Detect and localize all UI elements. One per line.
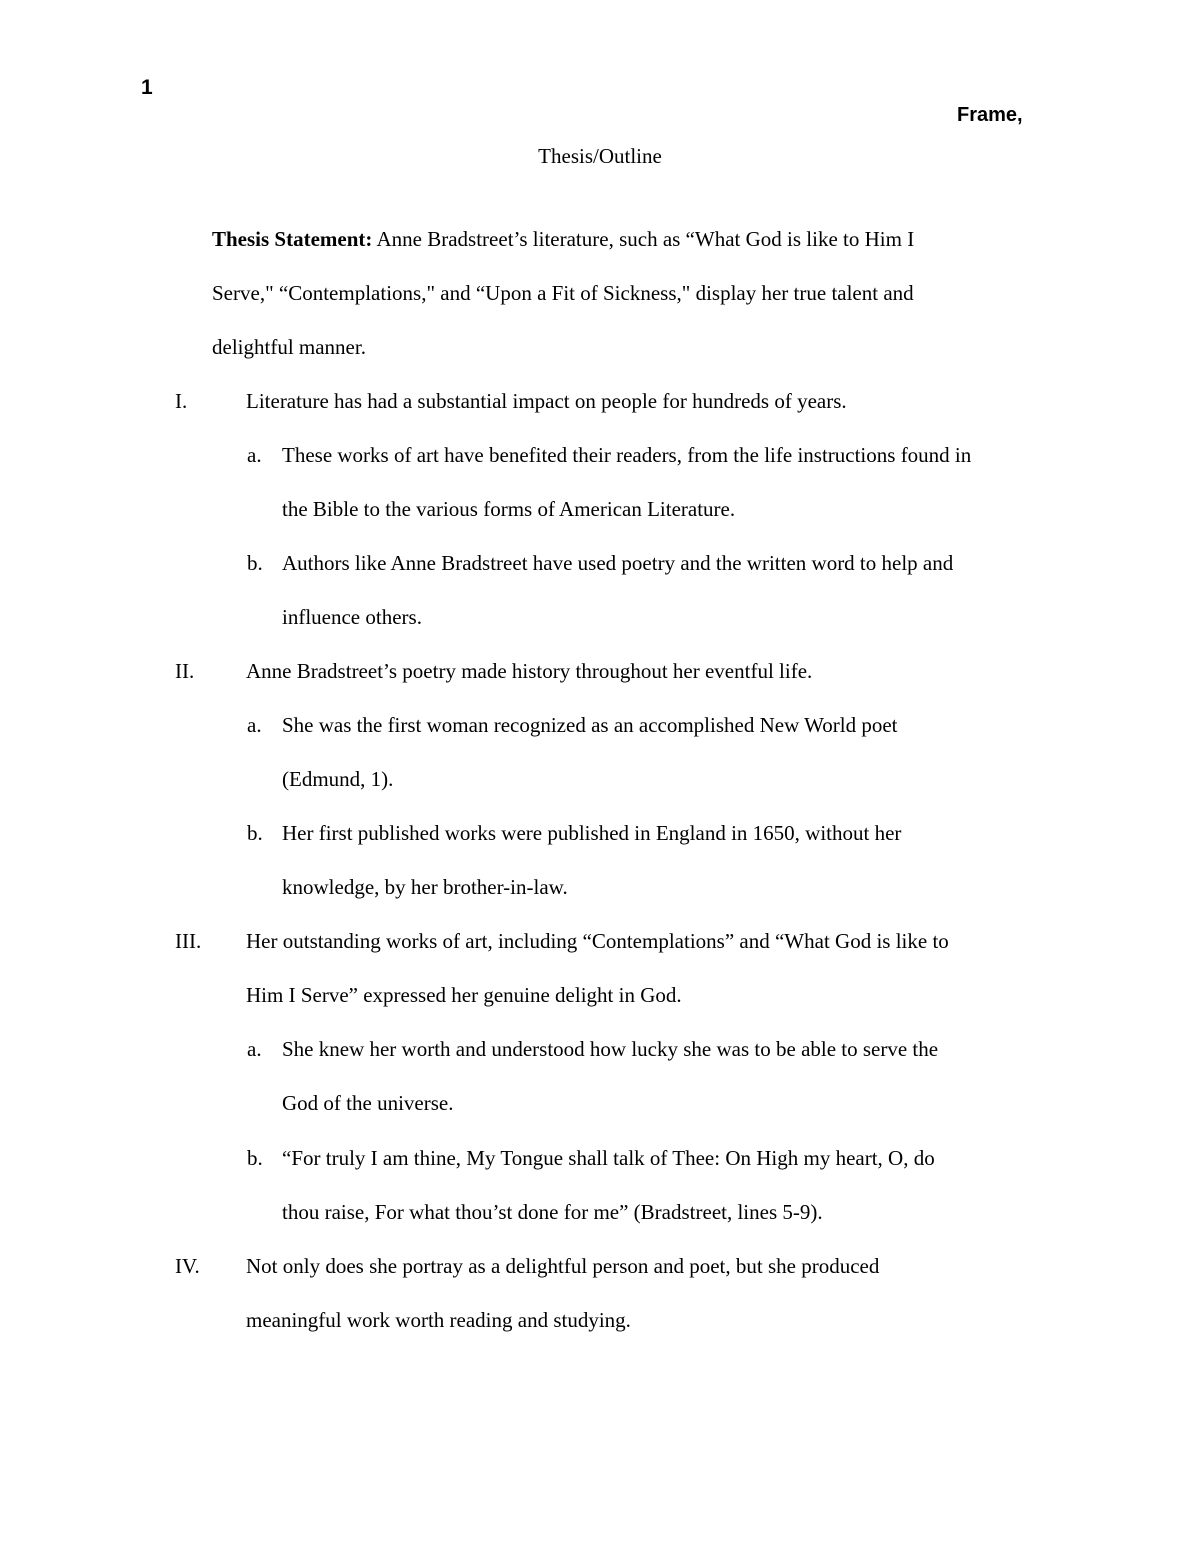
outline-sub-3b-letter: b. (247, 1146, 263, 1170)
outline-sub-3a-line-1: She knew her worth and understood how lucky she was to be able to serve the (282, 1037, 939, 1061)
outline-sub-2b-letter: b. (247, 821, 263, 845)
outline-sub-3a-letter: a. (247, 1037, 262, 1061)
thesis-line-3: delightful manner. (212, 335, 366, 359)
outline-item-2-line-1: Anne Bradstreet’s poetry made history throughout her eventful life. (246, 659, 813, 683)
thesis-text-1: Anne Bradstreet’s literature, such as “What God is like to Him I (372, 227, 915, 251)
outline-item-3-line-1: Her outstanding works of art, including “Contemplations” and “What God is like to (246, 929, 949, 953)
outline-sub-3b-line-1: “For truly I am thine, My Tongue shall talk of Thee: On High my heart, O, do (282, 1146, 935, 1170)
outline-sub-2a-line-1: She was the first woman recognized as an accomplished New World poet (282, 713, 898, 737)
page-number: 1 (141, 76, 153, 99)
thesis-label: Thesis Statement: (212, 227, 373, 251)
outline-numeral-3: III. (175, 929, 202, 953)
outline-sub-1a-line-2: the Bible to the various forms of American Literature. (282, 497, 736, 521)
outline-sub-1b-letter: b. (247, 551, 263, 575)
outline-sub-2b-line-1: Her first published works were published in England in 1650, without her (282, 821, 902, 845)
outline-item-3-line-2: Him I Serve” expressed her genuine delight in God. (246, 983, 682, 1007)
outline-sub-2a-letter: a. (247, 713, 262, 737)
outline-numeral-4: IV. (175, 1254, 200, 1278)
outline-sub-1b-line-1: Authors like Anne Bradstreet have used poetry and the written word to help and (282, 551, 954, 575)
outline-sub-1a-letter: a. (247, 443, 262, 467)
thesis-line-2: Serve," “Contemplations," and “Upon a Fit of Sickness," display her true talent and (212, 281, 914, 305)
thesis-line-1 (212, 226, 914, 252)
outline-item-4-line-1: Not only does she portray as a delightful person and poet, but she produced (246, 1254, 880, 1278)
outline-sub-2a-line-2: (Edmund, 1). (282, 767, 394, 791)
outline-sub-1a-line-1: These works of art have benefited their readers, from the life instructions found in (282, 443, 972, 467)
outline-sub-2b-line-2: knowledge, by her brother-in-law. (282, 875, 568, 899)
outline-item-4-line-2: meaningful work worth reading and studying. (246, 1308, 631, 1332)
outline-numeral-2: II. (175, 659, 195, 683)
outline-sub-3b-line-2: thou raise, For what thou’st done for me” (Bradstreet, lines 5-9). (282, 1200, 823, 1224)
running-head: Frame, (957, 104, 1023, 126)
outline-sub-3a-line-2: God of the universe. (282, 1091, 454, 1115)
outline-sub-1b-line-2: influence others. (282, 605, 422, 629)
document-title: Thesis/Outline (538, 144, 662, 168)
outline-numeral-1: I. (175, 389, 188, 413)
outline-item-1-line-1: Literature has had a substantial impact on people for hundreds of years. (246, 389, 847, 413)
